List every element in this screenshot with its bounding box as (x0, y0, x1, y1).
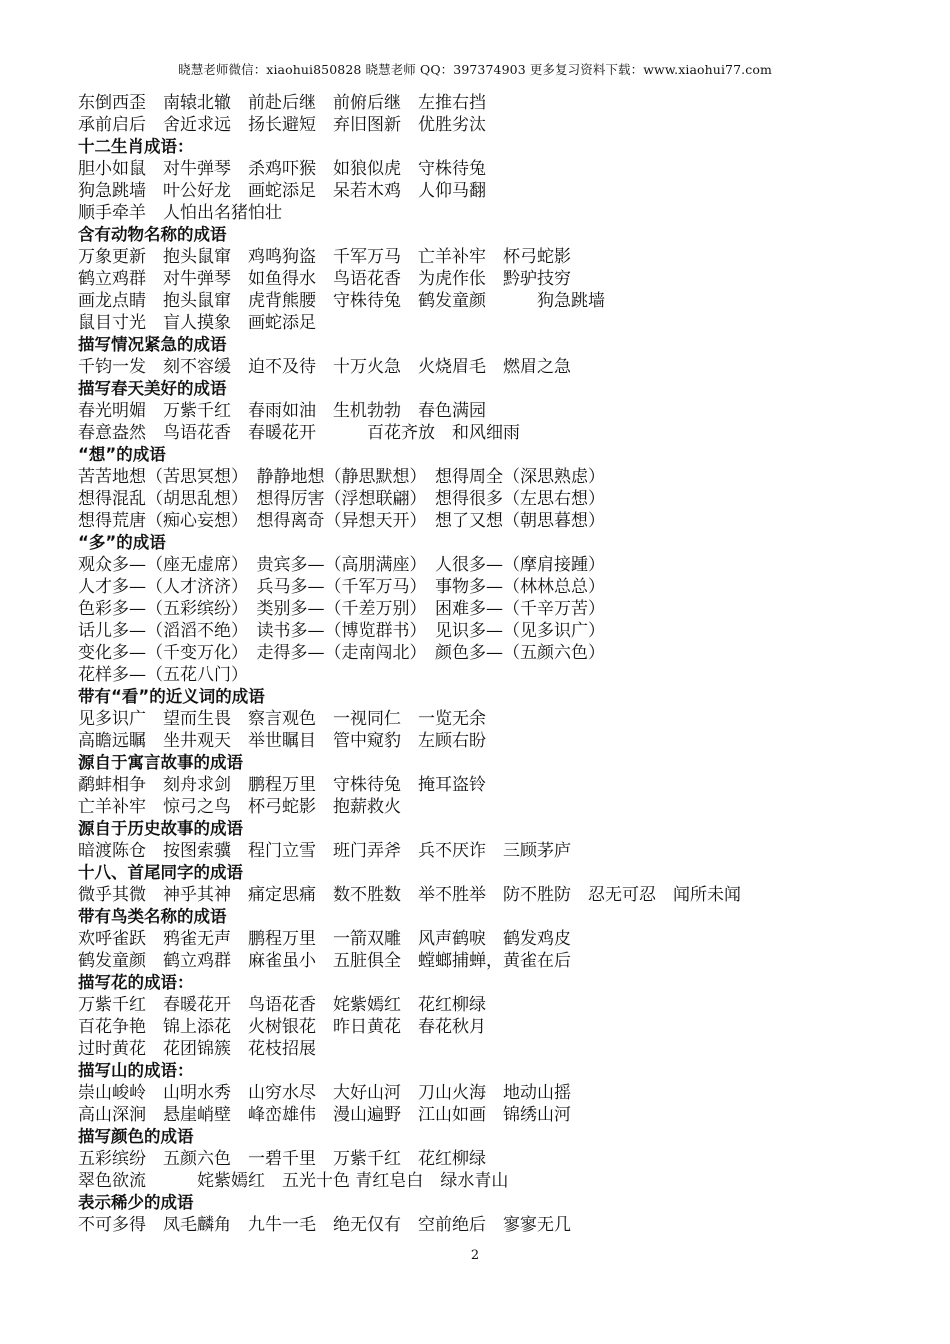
idiom-line: 亡羊补牢 惊弓之鸟 杯弓蛇影 抱薪救火 (78, 797, 401, 817)
section-heading: “想”的成语 (78, 445, 166, 464)
idiom-line: 鹤立鸡群 对牛弹琴 如鱼得水 鸟语花香 为虎作伥 黔驴技穷 (78, 269, 571, 289)
section-heading: “多”的成语 (78, 533, 166, 552)
idiom-line: 变化多—（千变万化） 走得多—（走南闯北） 颜色多—（五颜六色） (78, 643, 605, 663)
idiom-line: 狗急跳墙 叶公好龙 画蛇添足 呆若木鸡 人仰马翻 (78, 181, 486, 201)
idiom-line: 百花争艳 锦上添花 火树银花 昨日黄花 春花秋月 (78, 1017, 486, 1037)
idiom-line: 苦苦地想（苦思冥想） 静静地想（静思默想） 想得周全（深思熟虑） (78, 467, 605, 487)
idiom-line: 高山深涧 悬崖峭壁 峰峦雄伟 漫山遍野 江山如画 锦绣山河 (78, 1105, 571, 1125)
idiom-line: 见多识广 望而生畏 察言观色 一视同仁 一览无余 (78, 709, 486, 729)
section-heading: 含有动物名称的成语 (78, 225, 227, 244)
idiom-line: 想得混乱（胡思乱想） 想得厉害（浮想联翩） 想得很多（左思右想） (78, 489, 605, 509)
section-heading: 源自于寓言故事的成语 (78, 753, 243, 772)
idiom-line: 微乎其微 神乎其神 痛定思痛 数不胜数 举不胜举 防不胜防 忍无可忍 闻所未闻 (78, 885, 741, 905)
idiom-line: 崇山峻岭 山明水秀 山穷水尽 大好山河 刀山火海 地动山摇 (78, 1083, 571, 1103)
idiom-line: 鼠目寸光 盲人摸象 画蛇添足 (78, 313, 316, 333)
section-heading: 描写颜色的成语 (78, 1127, 194, 1146)
idiom-line: 翠色欲流 姹紫嫣红 五光十色 青红皂白 绿水青山 (78, 1171, 509, 1191)
section-heading: 描写情况紧急的成语 (78, 335, 227, 354)
idiom-line: 万紫千红 春暖花开 鸟语花香 姹紫嫣红 花红柳绿 (78, 995, 486, 1015)
idiom-list (78, 92, 898, 1236)
idiom-line: 万象更新 抱头鼠窜 鸡鸣狗盗 千军万马 亡羊补牢 杯弓蛇影 (78, 247, 571, 267)
idiom-line: 鹤发童颜 鹤立鸡群 麻雀虽小 五脏俱全 螳螂捕蝉，黄雀在后 (78, 951, 571, 971)
idiom-line: 鹬蚌相争 刻舟求剑 鹏程万里 守株待兔 掩耳盗铃 (78, 775, 486, 795)
idiom-line: 欢呼雀跃 鸦雀无声 鹏程万里 一箭双雕 风声鹤唳 鹤发鸡皮 (78, 929, 571, 949)
section-heading: 源自于历史故事的成语 (78, 819, 243, 838)
section-heading: 描写山的成语： (78, 1061, 194, 1080)
idiom-line: 春意盎然 鸟语花香 春暖花开 百花齐放 和风细雨 (78, 423, 520, 443)
idiom-line: 高瞻远瞩 坐井观天 举世瞩目 管中窥豹 左顾右盼 (78, 731, 486, 751)
idiom-line: 五彩缤纷 五颜六色 一碧千里 万紫千红 花红柳绿 (78, 1149, 486, 1169)
idiom-line: 花样多—（五花八门） (78, 665, 248, 685)
section-heading: 十二生肖成语： (78, 137, 194, 156)
page-header: 晓慧老师微信：xiaohui850828 晓慧老师 QQ：397374903 更多复习资料下载：www.xiaohui77.com (178, 62, 772, 77)
idiom-line: 胆小如鼠 对牛弹琴 杀鸡吓猴 如狼似虎 守株待兔 (78, 159, 486, 179)
section-heading: 带有鸟类名称的成语 (78, 907, 227, 926)
idiom-line: 不可多得 凤毛麟角 九牛一毛 绝无仅有 空前绝后 寥寥无几 (78, 1215, 571, 1235)
idiom-line: 过时黄花 花团锦簇 花枝招展 (78, 1039, 316, 1059)
idiom-line: 千钧一发 刻不容缓 迫不及待 十万火急 火烧眉毛 燃眉之急 (78, 357, 571, 377)
idiom-line: 暗渡陈仓 按图索骥 程门立雪 班门弄斧 兵不厌诈 三顾茅庐 (78, 841, 571, 861)
section-heading: 表示稀少的成语 (78, 1193, 194, 1212)
section-heading: 带有“看”的近义词的成语 (78, 687, 265, 706)
idiom-line: 人才多—（人才济济） 兵马多—（千军万马） 事物多—（林林总总） (78, 577, 605, 597)
section-heading: 十八、首尾同字的成语 (78, 863, 243, 882)
idiom-line: 想得荒唐（痴心妄想） 想得离奇（异想天开） 想了又想（朝思暮想） (78, 511, 605, 531)
idiom-line: 东倒西歪 南辕北辙 前赴后继 前俯后继 左推右挡 (78, 93, 486, 113)
section-heading: 描写花的成语： (78, 973, 194, 992)
idiom-line: 色彩多—（五彩缤纷） 类别多—（千差万别） 困难多—（千辛万苦） (78, 599, 605, 619)
idiom-line: 顺手牵羊 人怕出名猪怕壮 (78, 203, 282, 223)
idiom-line: 画龙点睛 抱头鼠窜 虎背熊腰 守株待兔 鹤发童颜 狗急跳墙 (78, 291, 605, 311)
page-number: 2 (470, 1248, 480, 1263)
section-heading: 描写春天美好的成语 (78, 379, 227, 398)
idiom-line: 话儿多—（滔滔不绝） 读书多—（博览群书） 见识多—（见多识广） (78, 621, 605, 641)
idiom-line: 春光明媚 万紫千红 春雨如油 生机勃勃 春色满园 (78, 401, 486, 421)
idiom-line: 观众多—（座无虚席） 贵宾多—（高朋满座） 人很多—（摩肩接踵） (78, 555, 605, 575)
idiom-line: 承前启后 舍近求远 扬长避短 弃旧图新 优胜劣汰 (78, 115, 486, 135)
